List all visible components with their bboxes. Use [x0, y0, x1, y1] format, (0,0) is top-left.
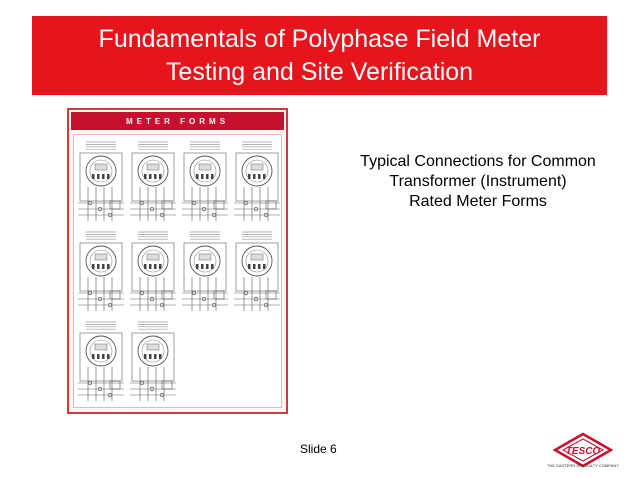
meter-form-diagram: [182, 142, 228, 221]
meter-form-diagram: [130, 232, 176, 311]
meter-form-diagram: [234, 142, 280, 221]
meter-form-diagram: [78, 142, 124, 221]
meter-form-diagram: [78, 232, 124, 311]
caption-line-3: Rated Meter Forms: [409, 193, 547, 210]
logo-tagline: THE EASTERN SPECIALTY COMPANY: [547, 463, 619, 468]
meter-forms-header: METER FORMS: [71, 112, 284, 130]
caption: [318, 152, 638, 212]
meter-forms-diagram-area: [73, 134, 282, 408]
slide-title-line-2: Testing and Site Verification: [165, 57, 474, 86]
slide-title-line-1: Fundamentals of Polyphase Field Meter: [98, 24, 541, 53]
title-bar: [32, 16, 607, 95]
meter-form-diagram: [78, 322, 124, 401]
svg-text:TESCO: TESCO: [565, 446, 601, 457]
meter-form-diagram: [182, 232, 228, 311]
slide-number: Slide 6: [300, 442, 337, 456]
meter-form-diagram: [234, 232, 280, 311]
caption-line-2: Transformer (Instrument): [389, 173, 567, 190]
meter-forms-diagrams: [74, 135, 283, 411]
caption-line-1: Typical Connections for Common: [360, 153, 596, 170]
meter-form-diagram: [130, 142, 176, 221]
meter-forms-sheet: [67, 108, 288, 414]
meter-form-diagram: [130, 322, 176, 401]
